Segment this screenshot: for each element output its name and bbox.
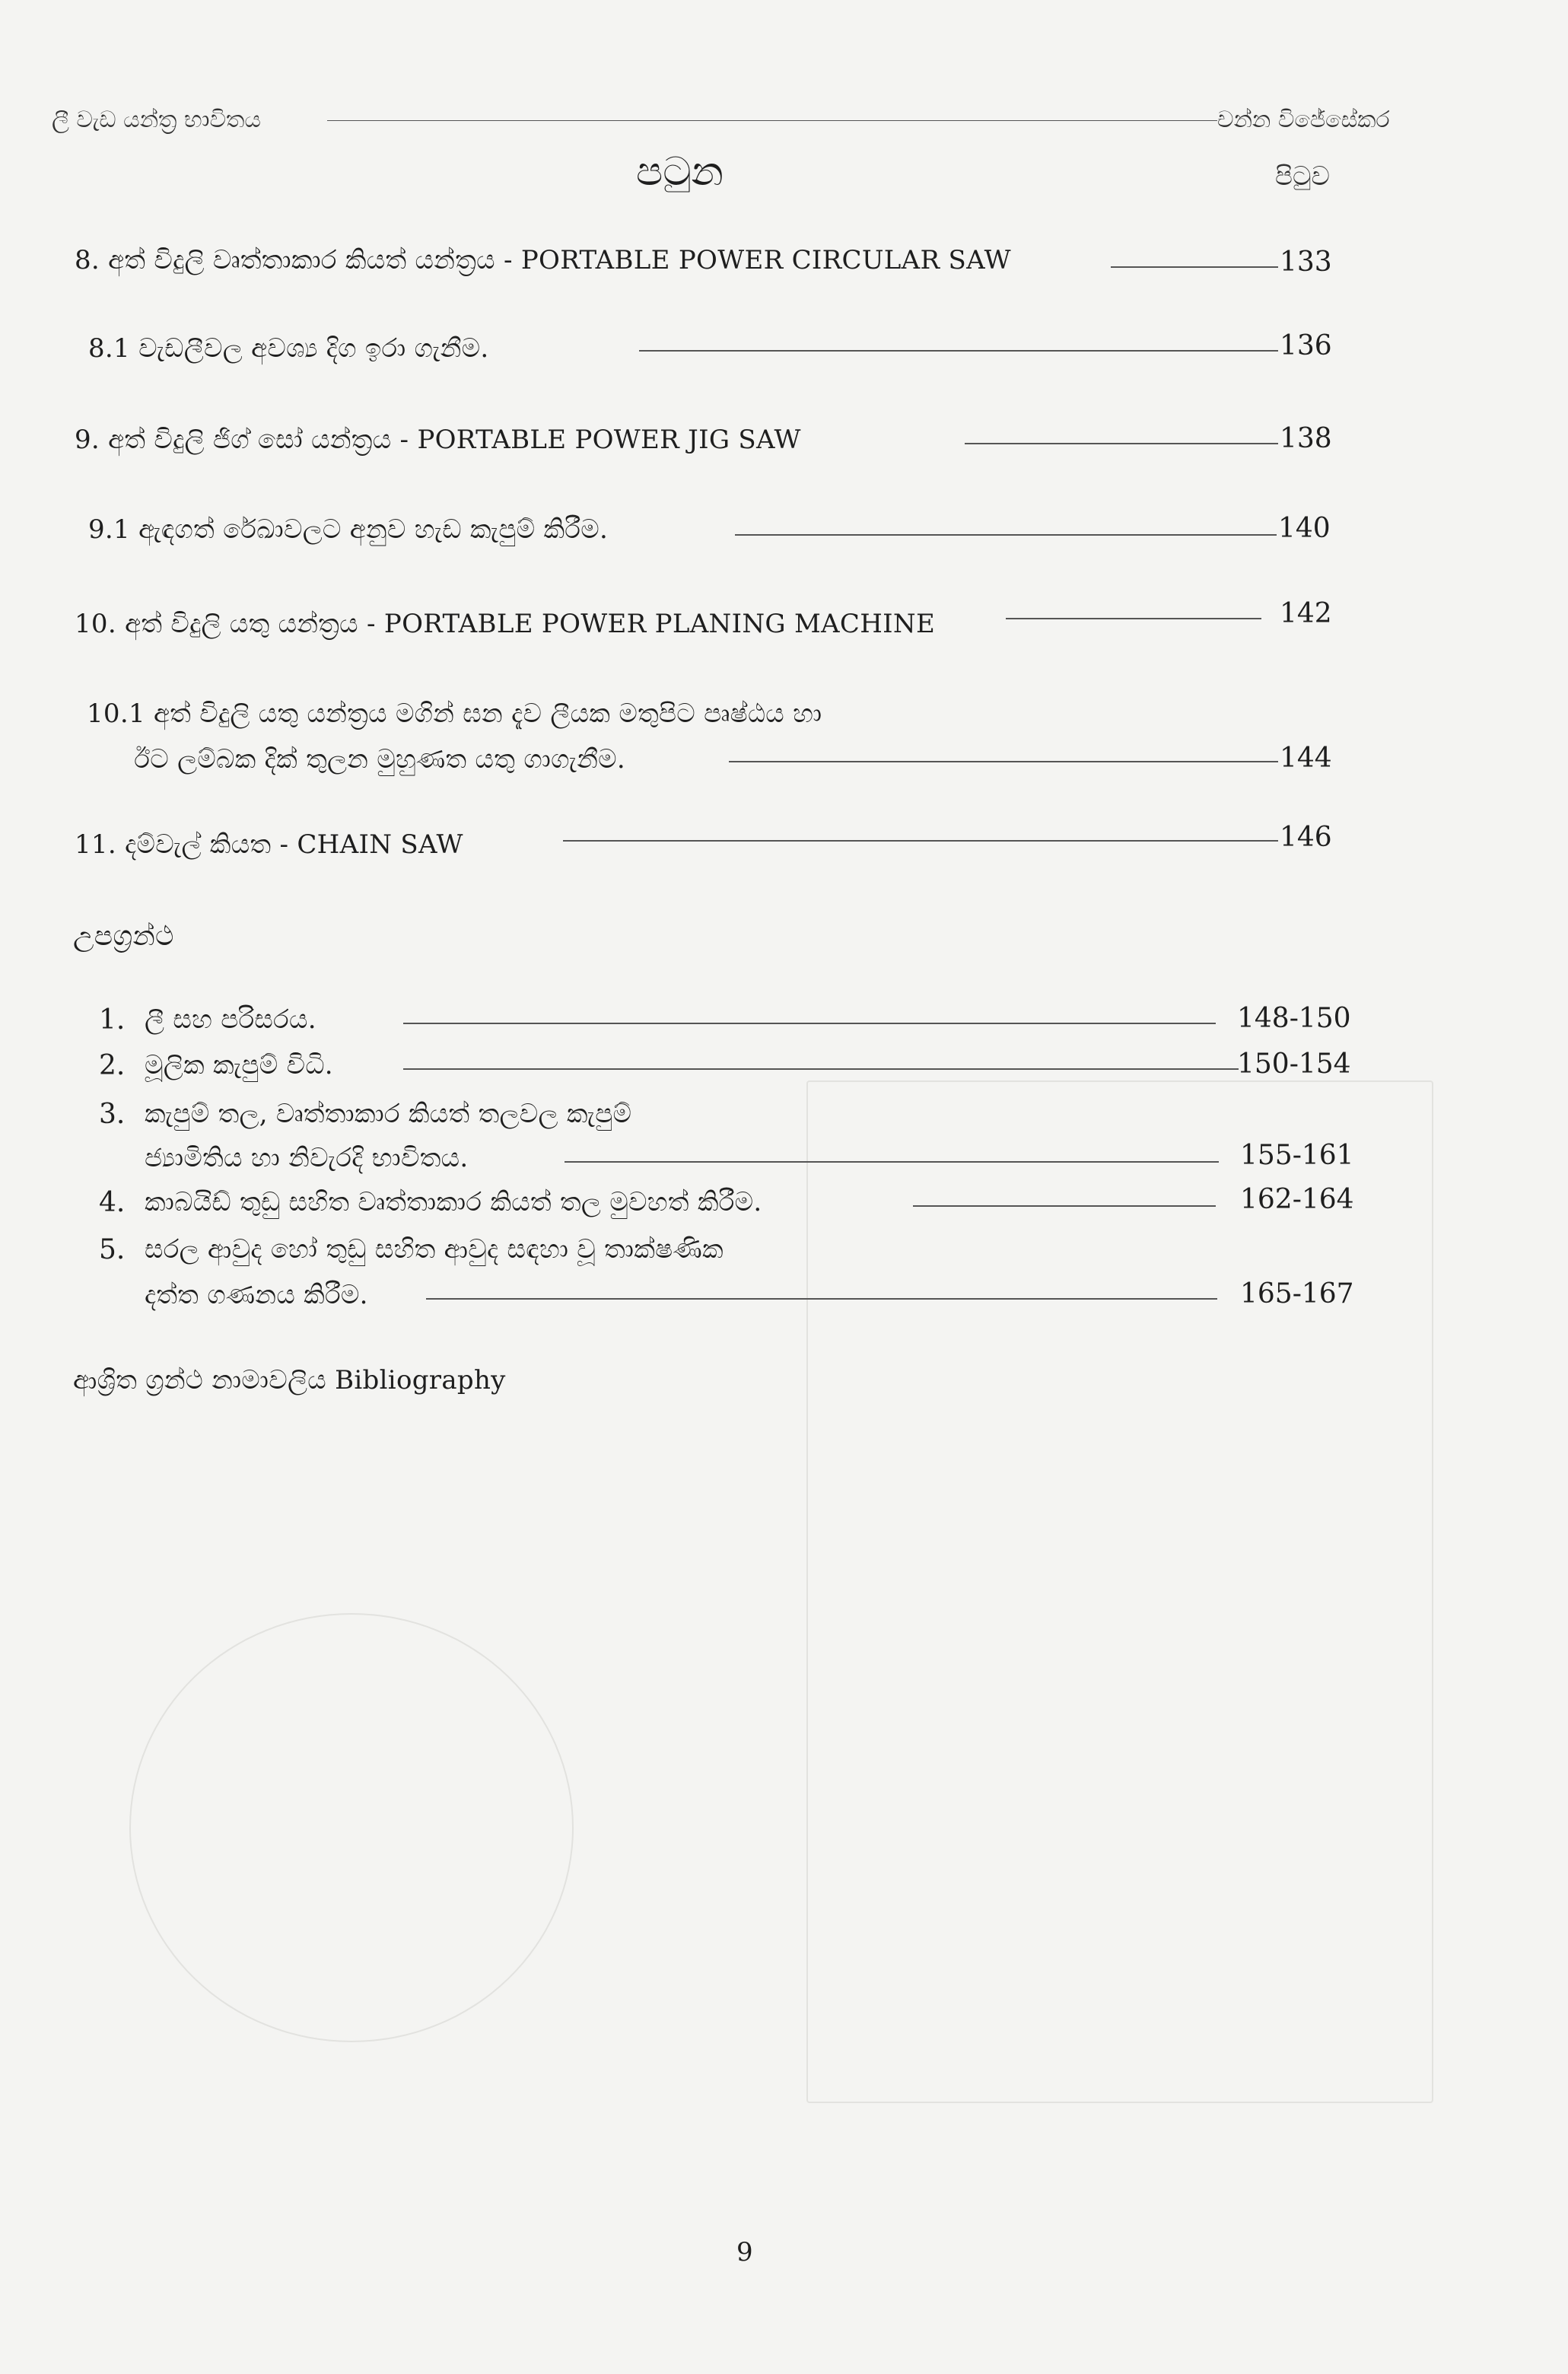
leader-line xyxy=(1111,266,1278,268)
toc-page-number: 146 xyxy=(1280,822,1332,853)
leader-line xyxy=(403,1068,1239,1070)
toc-entry: 11. දම්වැල් කියත - CHAIN SAW xyxy=(75,829,463,860)
toc-entry: 10. අත් විදුලි යතු යන්ත්‍රය - PORTABLE POWER PLANING MACHINE xyxy=(75,609,936,639)
leader-line xyxy=(426,1298,1217,1300)
appendix-entry: මූලික කැපුම් විධි. xyxy=(145,1050,333,1080)
appendix-entry: ලී සහ පරිසරය. xyxy=(145,1004,316,1035)
toc-page-number: 138 xyxy=(1280,423,1332,454)
toc-page-number: 144 xyxy=(1280,743,1332,774)
appendix-pages: 155-161 xyxy=(1240,1140,1354,1171)
leader-line xyxy=(639,350,1278,352)
show-through-figure xyxy=(129,1613,574,2042)
bibliography-entry: ආශ්‍රිත ග්‍රන්ථ නාමාවලිය Bibliography xyxy=(73,1365,506,1395)
page-number: 9 xyxy=(736,2237,753,2267)
appendix-pages: 150-154 xyxy=(1237,1049,1351,1080)
appendix-number: 4. xyxy=(99,1187,126,1218)
appendix-number: 3. xyxy=(99,1099,126,1130)
show-through-frame xyxy=(806,1080,1433,2103)
leader-line xyxy=(735,534,1277,536)
toc-page-number: 140 xyxy=(1278,513,1331,544)
header-rule xyxy=(327,120,1217,121)
leader-line xyxy=(563,840,1278,842)
leader-line xyxy=(913,1205,1216,1207)
toc-entry-continuation: ඊට ලම්බක දික් තුලන මුහුණත යතු ගාගැනීම. xyxy=(134,744,625,775)
running-header-right: චන්න විජේසේකර xyxy=(1217,107,1390,133)
appendix-entry-continuation: ජ්‍යාමිතිය හා නිවැරදි භාවිතය. xyxy=(145,1143,469,1173)
appendix-number: 2. xyxy=(99,1050,126,1081)
appendix-entry-continuation: දත්ත ගණනය කිරීම. xyxy=(145,1280,368,1310)
running-header-left: ලී වැඩ යන්ත්‍ර භාවිතය xyxy=(52,107,261,133)
toc-entry: 8. අත් විදුලි වෘත්තාකාර කියත් යන්ත්‍රය - PORTABLE POWER CIRCULAR SAW xyxy=(75,245,1011,275)
toc-page-number: 133 xyxy=(1280,247,1332,278)
appendix-entry: කැපුම් තල, වෘත්තාකාර කියත් තලවල කැපුම් xyxy=(145,1099,632,1129)
toc-page-number: 136 xyxy=(1280,330,1332,361)
appendix-pages: 165-167 xyxy=(1240,1278,1354,1310)
leader-line xyxy=(729,761,1278,762)
appendix-heading: උපග්‍රන්ථ xyxy=(73,921,174,952)
page-column-label: පිටුව xyxy=(1275,161,1330,192)
appendix-entry: සරල ආවුද හෝ තුඩු සහිත ආවුද සඳහා වූ තාක්ෂණික xyxy=(145,1234,724,1265)
appendix-pages: 162-164 xyxy=(1240,1184,1354,1215)
toc-page-number: 142 xyxy=(1280,598,1332,629)
appendix-entry: කාබයිඩ් තුඩු සහිත වෘත්තාකාර කියත් තල මුවහත් කිරීම. xyxy=(145,1187,762,1217)
appendix-pages: 148-150 xyxy=(1237,1003,1351,1034)
toc-entry: 10.1 අත් විදුලි යතු යන්ත්‍රය මගින් ඝන දැව ලීයක මතුපිට පෘෂ්ඨය හා xyxy=(87,699,822,729)
leader-line xyxy=(403,1023,1216,1024)
leader-line xyxy=(1006,618,1261,619)
appendix-number: 1. xyxy=(99,1004,126,1036)
toc-entry: 9. අත් විදුලි ජිග් සෝ යන්ත්‍රය - PORTABLE POWER JIG SAW xyxy=(75,425,801,455)
appendix-number: 5. xyxy=(99,1234,126,1265)
toc-entry: 9.1 ඇඳගත් රේඛාවලට අනුව හැඩ කැපුම් කිරීම. xyxy=(88,514,609,545)
leader-line xyxy=(565,1161,1219,1163)
toc-entry: 8.1 වැඩලීවල අවශ්‍ය දිග ඉරා ගැනීම. xyxy=(88,333,489,364)
page-title: පටුන xyxy=(636,149,724,195)
leader-line xyxy=(965,443,1278,444)
